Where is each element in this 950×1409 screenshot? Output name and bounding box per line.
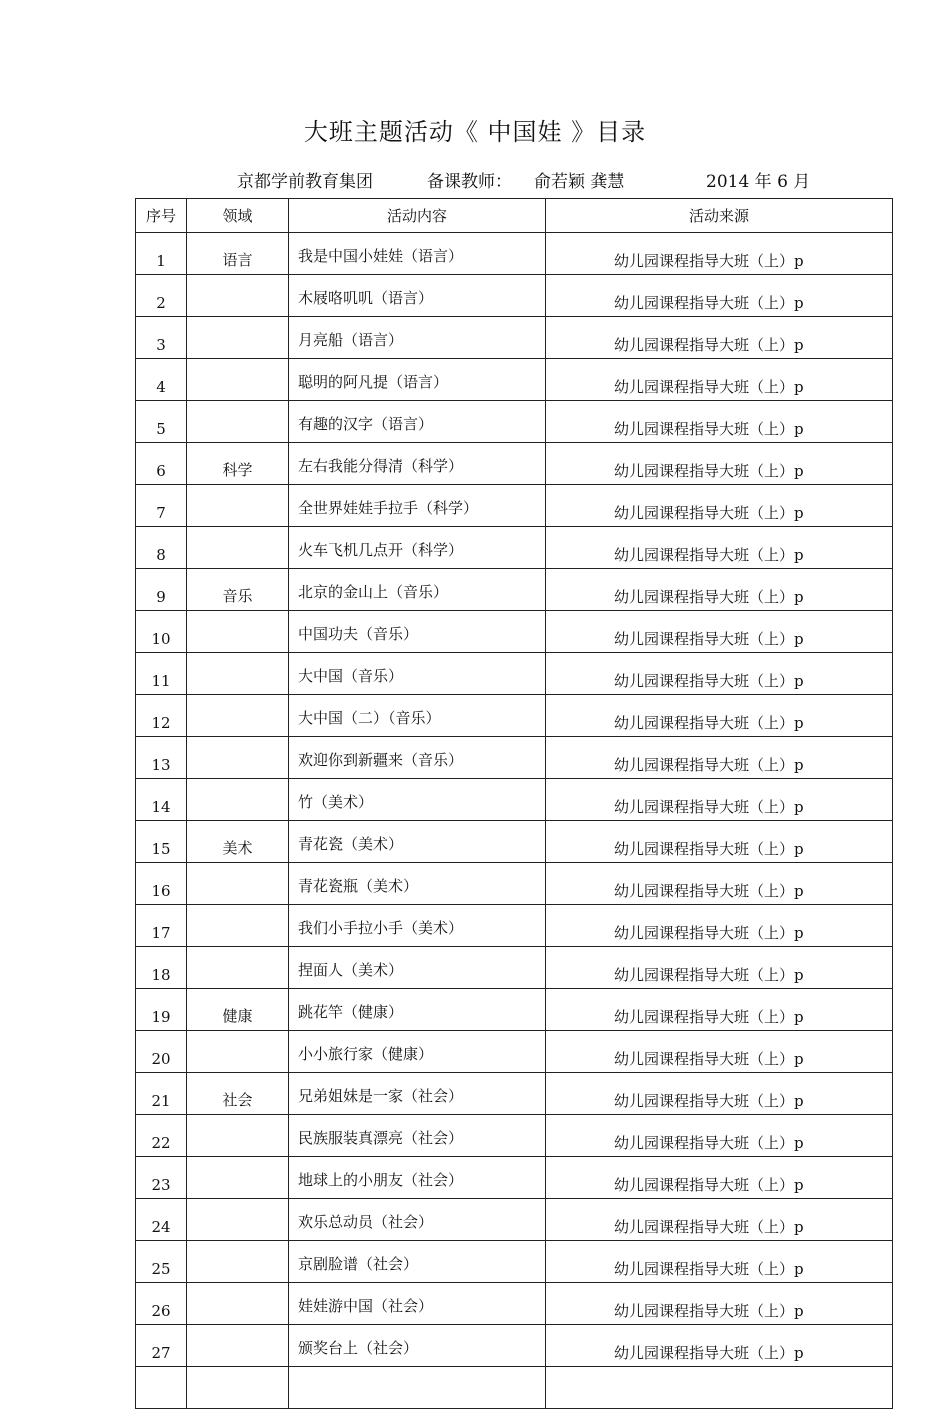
table-row	[136, 1241, 893, 1283]
row-number: 6	[136, 443, 187, 485]
table-header-row	[136, 199, 893, 233]
row-activity: 跳花竿（健康）	[289, 989, 546, 1031]
row-number: 7	[136, 485, 187, 527]
row-number: 11	[136, 653, 187, 695]
row-domain	[187, 779, 289, 821]
row-source: 幼儿园课程指导大班（上）p	[546, 695, 893, 737]
document-subheader	[237, 167, 810, 192]
row-domain	[187, 401, 289, 443]
row-number: 8	[136, 527, 187, 569]
row-source: 幼儿园课程指导大班（上）p	[546, 569, 893, 611]
row-activity: 大中国（二）（音乐）	[289, 695, 546, 737]
row-domain	[187, 359, 289, 401]
row-number: 23	[136, 1157, 187, 1199]
row-domain	[187, 653, 289, 695]
table-row	[136, 863, 893, 905]
table-row	[136, 401, 893, 443]
table-row	[136, 989, 893, 1031]
table-row	[136, 1115, 893, 1157]
row-source: 幼儿园课程指导大班（上）p	[546, 1241, 893, 1283]
row-domain	[187, 1115, 289, 1157]
row-source: 幼儿园课程指导大班（上）p	[546, 1199, 893, 1241]
row-number: 27	[136, 1325, 187, 1367]
row-activity: 火车飞机几点开（科学）	[289, 527, 546, 569]
table-row	[136, 569, 893, 611]
row-domain: 音乐	[187, 569, 289, 611]
table-row	[136, 443, 893, 485]
row-domain	[187, 1241, 289, 1283]
row-domain	[187, 1367, 289, 1409]
row-activity: 颁奖台上（社会）	[289, 1325, 546, 1367]
row-activity: 大中国（音乐）	[289, 653, 546, 695]
table-row	[136, 1367, 893, 1409]
teacher-names: 俞若颖 龚慧	[534, 172, 625, 192]
teacher-label: 备课教师：	[427, 172, 512, 192]
row-domain: 科学	[187, 443, 289, 485]
document-title: 大班主题活动《 中国娃 》目录	[303, 118, 647, 146]
document-date: 2014 年 6 月	[706, 172, 811, 192]
row-source: 幼儿园课程指导大班（上）p	[546, 821, 893, 863]
row-domain: 语言	[187, 233, 289, 275]
row-number: 9	[136, 569, 187, 611]
row-source	[546, 1367, 893, 1409]
row-number: 19	[136, 989, 187, 1031]
table-row	[136, 527, 893, 569]
row-activity: 木屐咯叽叽（语言）	[289, 275, 546, 317]
table-row	[136, 947, 893, 989]
table-row	[136, 821, 893, 863]
row-number: 25	[136, 1241, 187, 1283]
row-activity: 欢迎你到新疆来（音乐）	[289, 737, 546, 779]
row-domain	[187, 905, 289, 947]
row-number: 17	[136, 905, 187, 947]
table-row	[136, 1199, 893, 1241]
row-source: 幼儿园课程指导大班（上）p	[546, 905, 893, 947]
table-row	[136, 695, 893, 737]
table-row	[136, 1157, 893, 1199]
row-source: 幼儿园课程指导大班（上）p	[546, 359, 893, 401]
row-source: 幼儿园课程指导大班（上）p	[546, 947, 893, 989]
header-number: 序号	[136, 199, 187, 233]
row-activity: 北京的金山上（音乐）	[289, 569, 546, 611]
row-domain	[187, 317, 289, 359]
header-domain: 领域	[187, 199, 289, 233]
table-row	[136, 233, 893, 275]
activity-catalog-table	[135, 198, 893, 1409]
row-activity: 京剧脸谱（社会）	[289, 1241, 546, 1283]
row-domain	[187, 1199, 289, 1241]
row-domain: 社会	[187, 1073, 289, 1115]
row-number: 2	[136, 275, 187, 317]
row-source: 幼儿园课程指导大班（上）p	[546, 1157, 893, 1199]
row-source: 幼儿园课程指导大班（上）p	[546, 653, 893, 695]
row-source: 幼儿园课程指导大班（上）p	[546, 737, 893, 779]
row-activity: 地球上的小朋友（社会）	[289, 1157, 546, 1199]
row-source: 幼儿园课程指导大班（上）p	[546, 485, 893, 527]
row-source: 幼儿园课程指导大班（上）p	[546, 401, 893, 443]
row-source: 幼儿园课程指导大班（上）p	[546, 1325, 893, 1367]
row-number: 3	[136, 317, 187, 359]
row-domain	[187, 527, 289, 569]
row-domain	[187, 863, 289, 905]
row-number: 15	[136, 821, 187, 863]
row-number: 10	[136, 611, 187, 653]
row-source: 幼儿园课程指导大班（上）p	[546, 317, 893, 359]
header-content: 活动内容	[289, 199, 546, 233]
row-domain: 美术	[187, 821, 289, 863]
row-number	[136, 1367, 187, 1409]
row-source: 幼儿园课程指导大班（上）p	[546, 1115, 893, 1157]
table-row	[136, 737, 893, 779]
row-number: 1	[136, 233, 187, 275]
row-domain	[187, 947, 289, 989]
row-number: 14	[136, 779, 187, 821]
row-number: 21	[136, 1073, 187, 1115]
row-domain	[187, 1157, 289, 1199]
row-source: 幼儿园课程指导大班（上）p	[546, 527, 893, 569]
row-activity: 左右我能分得清（科学）	[289, 443, 546, 485]
row-activity: 我是中国小娃娃（语言）	[289, 233, 546, 275]
row-number: 5	[136, 401, 187, 443]
table-row	[136, 1073, 893, 1115]
row-domain: 健康	[187, 989, 289, 1031]
row-activity: 青花瓷瓶（美术）	[289, 863, 546, 905]
table-row	[136, 359, 893, 401]
row-activity: 欢乐总动员（社会）	[289, 1199, 546, 1241]
row-source: 幼儿园课程指导大班（上）p	[546, 1031, 893, 1073]
row-number: 13	[136, 737, 187, 779]
organization-name: 京都学前教育集团	[237, 172, 373, 192]
row-domain	[187, 275, 289, 317]
row-source: 幼儿园课程指导大班（上）p	[546, 275, 893, 317]
row-activity: 聪明的阿凡提（语言）	[289, 359, 546, 401]
row-source: 幼儿园课程指导大班（上）p	[546, 779, 893, 821]
row-number: 20	[136, 1031, 187, 1073]
row-domain	[187, 1283, 289, 1325]
row-number: 12	[136, 695, 187, 737]
row-activity: 有趣的汉字（语言）	[289, 401, 546, 443]
row-activity: 青花瓷（美术）	[289, 821, 546, 863]
row-activity: 中国功夫（音乐）	[289, 611, 546, 653]
row-source: 幼儿园课程指导大班（上）p	[546, 989, 893, 1031]
row-activity	[289, 1367, 546, 1409]
row-activity: 月亮船（语言）	[289, 317, 546, 359]
row-number: 4	[136, 359, 187, 401]
row-domain	[187, 695, 289, 737]
row-domain	[187, 485, 289, 527]
row-activity: 全世界娃娃手拉手（科学）	[289, 485, 546, 527]
row-number: 26	[136, 1283, 187, 1325]
row-domain	[187, 737, 289, 779]
row-source: 幼儿园课程指导大班（上）p	[546, 1283, 893, 1325]
table-row	[136, 485, 893, 527]
table-row	[136, 1031, 893, 1073]
row-number: 18	[136, 947, 187, 989]
row-number: 16	[136, 863, 187, 905]
row-source: 幼儿园课程指导大班（上）p	[546, 1073, 893, 1115]
row-number: 24	[136, 1199, 187, 1241]
table-row	[136, 779, 893, 821]
row-source: 幼儿园课程指导大班（上）p	[546, 611, 893, 653]
table-row	[136, 653, 893, 695]
table-row	[136, 905, 893, 947]
table-row	[136, 1283, 893, 1325]
row-activity: 兄弟姐妹是一家（社会）	[289, 1073, 546, 1115]
row-activity: 我们小手拉小手（美术）	[289, 905, 546, 947]
header-source: 活动来源	[546, 199, 893, 233]
row-number: 22	[136, 1115, 187, 1157]
row-activity: 民族服装真漂亮（社会）	[289, 1115, 546, 1157]
table-row	[136, 611, 893, 653]
table-row	[136, 275, 893, 317]
row-activity: 小小旅行家（健康）	[289, 1031, 546, 1073]
row-domain	[187, 1031, 289, 1073]
row-domain	[187, 611, 289, 653]
table-row	[136, 317, 893, 359]
row-activity: 竹（美术）	[289, 779, 546, 821]
row-activity: 娃娃游中国（社会）	[289, 1283, 546, 1325]
row-activity: 捏面人（美术）	[289, 947, 546, 989]
row-source: 幼儿园课程指导大班（上）p	[546, 233, 893, 275]
row-source: 幼儿园课程指导大班（上）p	[546, 443, 893, 485]
table-row	[136, 1325, 893, 1367]
row-source: 幼儿园课程指导大班（上）p	[546, 863, 893, 905]
row-domain	[187, 1325, 289, 1367]
